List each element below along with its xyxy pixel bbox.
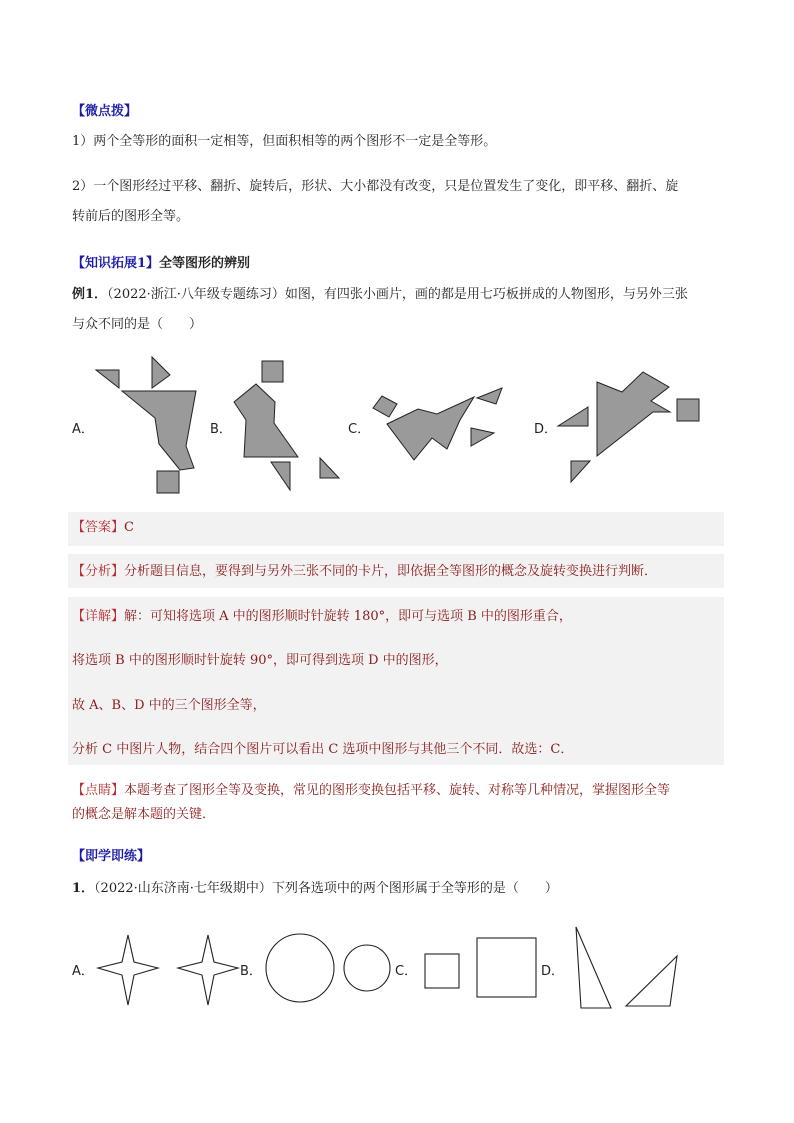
tips-heading: 【微点拨】 [72, 104, 138, 119]
circle-shape-b1 [266, 934, 334, 1002]
practice-option-a-label: A． [72, 964, 94, 979]
detail-label: 【详解】 [72, 609, 125, 624]
analysis-text: 分析题目信息，要得到与另外三张不同的卡片，即依据全等图形的概念及旋转变换进行判断． [124, 564, 658, 579]
analysis-label: 【分析】 [72, 564, 125, 579]
star-shape-a2 [178, 935, 238, 1005]
practice-question-number: 1． [72, 881, 95, 896]
detail-text-2: 将选项 B 中的图形顺时针旋转 90°，即可得到选项 D 中的图形， [72, 653, 448, 668]
practice-question-text: （2022·山东济南·七年级期中）下列各选项中的两个图形属于全等形的是（ ） [94, 881, 558, 896]
triangle-shape-d1 [576, 927, 611, 1008]
example-label: 例1． [72, 287, 108, 302]
tips-point-2-line-1: 2）一个图形经过平移、翻折、旋转后，形状、大小都没有改变，只是位置发生了变化，即平移、翻折、旋 [72, 179, 679, 194]
answer-label: 【答案】 [72, 520, 125, 535]
comment-text-2: 的概念是解本题的关键． [72, 807, 216, 822]
example-question: （2022·浙江·八年级专题练习）如图，有四张小画片，画的都是用七巧板拼成的人物图形，与另外三张 [107, 287, 688, 302]
square-shape-c2 [477, 938, 536, 997]
example-option-c-label: C． [348, 422, 371, 437]
extension-title: 全等图形的辨别 [159, 256, 251, 271]
tips-point-1: 1）两个全等形的面积一定相等，但面积相等的两个图形不一定是全等形。 [72, 134, 497, 149]
practice-option-b-label: B． [240, 964, 262, 979]
answer-value: C [124, 520, 134, 535]
extension-heading: 【知识拓展1】 [72, 256, 160, 271]
detail-text-1: 解：可知将选项 A 中的图形顺时针旋转 180°，即可与选项 B 中的图形重合， [124, 609, 572, 624]
circle-shape-b2 [344, 945, 390, 991]
comment-text-1: 本题考查了图形全等及变换，常见的图形变换包括平移、旋转、对称等几种情况，掌握图形全等 [124, 783, 671, 798]
example-option-a-label: A． [72, 422, 94, 437]
example-option-b-label: B． [210, 422, 232, 437]
example-line-2: 与众不同的是（ ） [72, 317, 203, 332]
detail-text-3: 故 A、B、D 中的三个图形全等， [72, 698, 266, 713]
detail-text-4: 分析 C 中图片人物，结合四个图片可以看出 C 选项中图形与其他三个不同．故选：C． [72, 742, 574, 757]
comment-label: 【点睛】 [72, 783, 125, 798]
practice-heading: 【即学即练】 [72, 849, 151, 864]
triangle-shape-d2 [626, 956, 677, 1006]
square-shape-c1 [425, 954, 459, 988]
practice-option-d-label: D． [541, 964, 565, 979]
star-shape-a1 [98, 935, 158, 1005]
example-option-d-label: D． [534, 422, 558, 437]
practice-option-c-label: C． [395, 964, 418, 979]
tips-point-2-line-2: 转前后的图形全等。 [72, 209, 190, 224]
